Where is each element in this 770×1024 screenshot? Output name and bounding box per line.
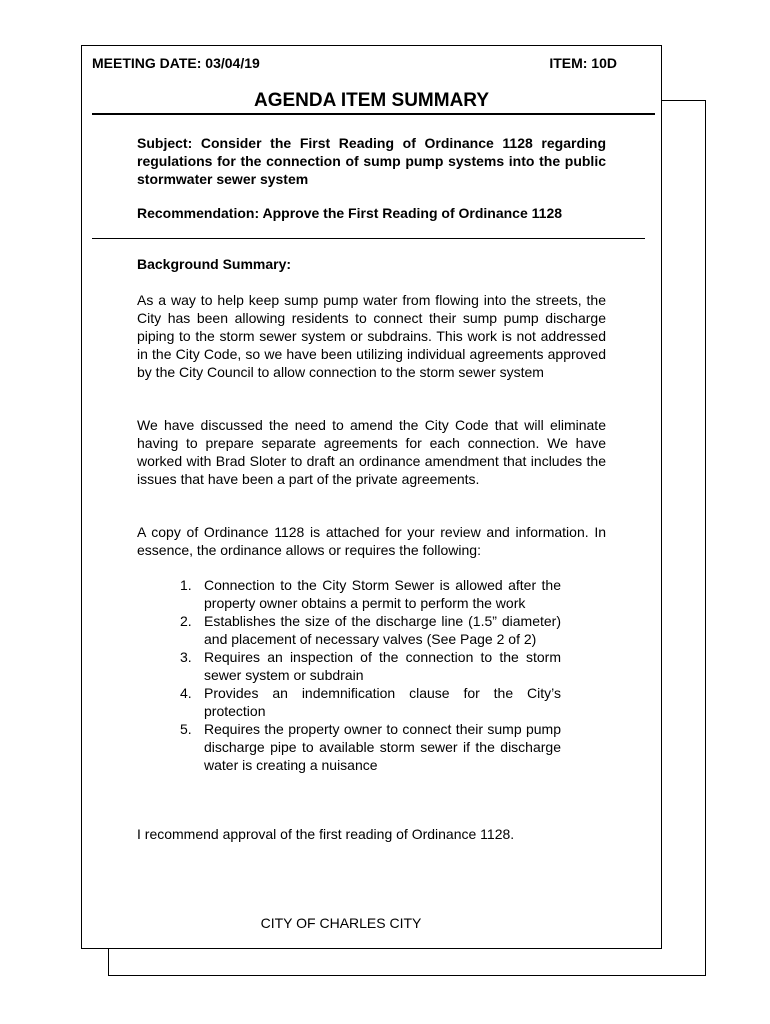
list-item (180, 576, 561, 612)
meeting-date: MEETING DATE: 03/04/19 (92, 55, 260, 71)
document-title: AGENDA ITEM SUMMARY (253, 90, 490, 111)
list-text: Establishes the size of the discharge line (1.5” diameter) and placement of necessary valves (See Page 2 of 2) (204, 613, 561, 647)
recommendation-text: Recommendation: Approve the First Reading of Ordinance 1128 (137, 205, 563, 221)
background-heading: Background Summary: (137, 256, 292, 272)
footer-city-name: CITY OF CHARLES CITY (260, 915, 422, 931)
background-paragraph-3: A copy of Ordinance 1128 is attached for your review and information. In essence, the ordinance allows or requires the following: (137, 524, 606, 558)
list-number: 5. (180, 721, 192, 737)
list-number: 2. (180, 613, 192, 629)
list-number: 1. (180, 577, 192, 593)
list-text: Connection to the City Storm Sewer is allowed after the property owner obtains a permit to perform the work (204, 577, 561, 611)
list-item (180, 684, 561, 720)
list-text: Provides an indemnification clause for the City’s protection (204, 685, 561, 719)
subject-text: Subject: Consider the First Reading of Ordinance 1128 regarding regulations for the connection of sump pump systems into the public stormwater sewer system (137, 135, 606, 187)
background-paragraph-2: We have discussed the need to amend the City Code that will eliminate having to prepare separate agreements for each connection. We have worked with Brad Sloter to draft an ordinance amendment that includes the issues that have been a part of the private agreements. (137, 417, 606, 487)
list-item (180, 648, 561, 684)
closing-recommendation: I recommend approval of the first reading of Ordinance 1128. (137, 826, 515, 842)
list-number: 3. (180, 649, 192, 665)
list-number: 4. (180, 685, 192, 701)
list-text: Requires an inspection of the connection to the storm sewer system or subdrain (204, 649, 561, 683)
item-number: ITEM: 10D (549, 55, 617, 71)
background-paragraph-1: As a way to help keep sump pump water from flowing into the streets, the City has been allowing residents to connect their sump pump discharge piping to the storm sewer system or subdrains. This work is not addressed in the City Code, so we have been utilizing individual agreements approved by the City Council to allow connection to the storm sewer system (137, 292, 606, 380)
list-text: Requires the property owner to connect their sump pump discharge pipe to available storm sewer if the discharge water is creating a nuisance (204, 721, 561, 773)
title-divider (92, 113, 655, 115)
list-item (180, 720, 561, 774)
section-divider (92, 238, 645, 239)
agenda-document-page (81, 45, 662, 949)
list-item (180, 612, 561, 648)
ordinance-provisions-list (180, 576, 561, 774)
